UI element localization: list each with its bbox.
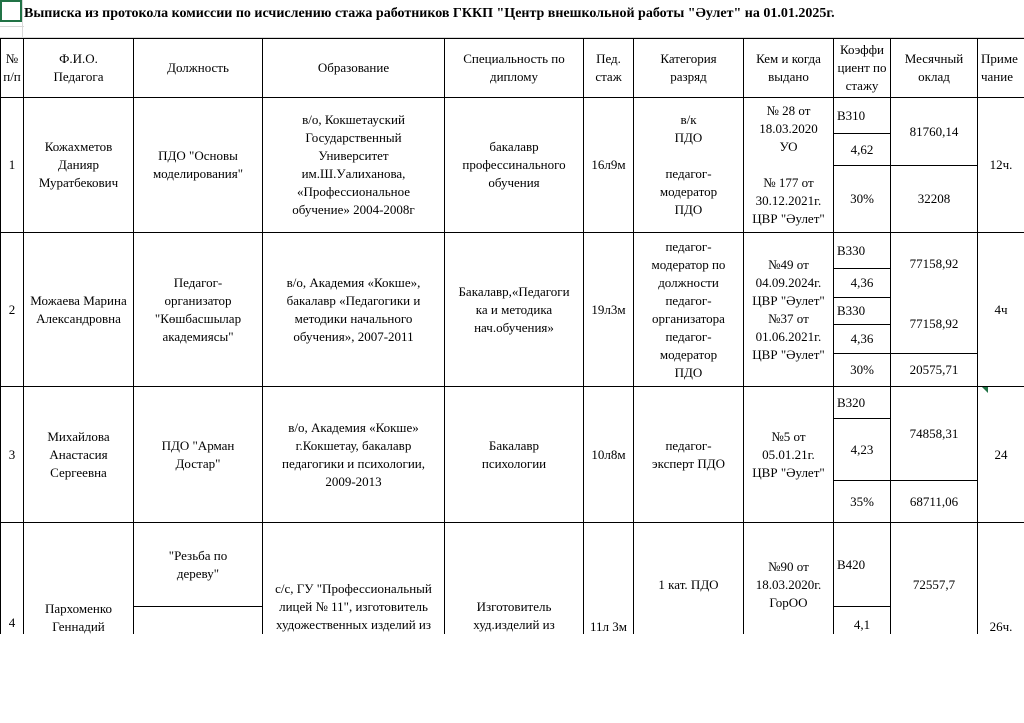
row3-issued[interactable]: №5 от 05.01.21г. ЦВР "Әулет" [752,428,825,480]
row1-position[interactable]: ПДО "Основы моделирования" [152,148,244,181]
row2-specialty[interactable]: Бакалавр,«Педагоги ка и методика нач.обучения» [458,283,570,335]
row4-position[interactable]: "Резьба по дереву" [168,547,228,581]
row1-salary-base[interactable]: 81760,14 [909,123,959,139]
row1-issued[interactable]: № 28 от 18.03.2020 УО № 177 от 30.12.2021г. ЦВР "Әулет" [752,103,825,226]
row3-coef-value[interactable]: 4,23 [850,441,874,457]
row2-position[interactable]: Педагог- организатор "Көшбасшылар академиясы" [154,274,242,344]
row3-position[interactable]: ПДО "Арман Достар" [161,437,235,471]
row4-issued[interactable]: №90 от 18.03.2020г. ГорОО [755,559,822,610]
row4-education[interactable]: с/с, ГУ "Профессиональный лицей № 11", изготовитель художественных изделий из [275,581,432,632]
row2-note[interactable]: 4ч [994,301,1008,317]
row2-education[interactable]: в/о, Академия «Кокше», бакалавр «Педагогики и методики начального обучения», 2007-2011 [286,274,421,344]
row2-salary-extra[interactable]: 20575,71 [909,362,959,377]
active-cell-cursor[interactable] [0,0,22,22]
row1-note[interactable]: 12ч. [989,157,1013,172]
header-education: Образование [317,60,390,75]
header-coef: Коэффи циент по стажу [837,42,887,93]
row2-salary-2[interactable]: 77158,92 [909,316,959,331]
row3-category[interactable]: педагог- эксперт ПДО [652,437,725,471]
header-category: Категория разряд [660,51,717,84]
row1-stazh[interactable]: 16л9м [591,157,626,172]
sheet-title: Выписка из протокола комиссии по исчислению стажа работников ГККП "Центр внешкольной работы "Әулет" на 01.01.2025г. [24,6,835,21]
row3-coef-grade[interactable]: B320 [837,394,866,410]
row4-category[interactable]: 1 кат. ПДО [658,577,719,592]
header-issued: Кем и когда выдано [756,51,821,84]
row2-salary-1[interactable]: 77158,92 [909,256,959,271]
row1-specialty[interactable]: бакалавр профессинального обучения [462,139,566,190]
row1-salary-extra[interactable]: 32208 [917,191,951,206]
row3-note[interactable]: 24 [994,446,1008,462]
row2-num[interactable]: 2 [8,301,16,317]
row2-stazh[interactable]: 19л3м [591,301,626,317]
row3-specialty[interactable]: Бакалавр психологии [481,437,547,471]
header-specialty: Специальность по диплому [463,51,565,84]
row4-salary-base[interactable]: 72557,7 [912,577,956,592]
row4-coef-value[interactable]: 4,1 [853,617,871,632]
row2-coef-value-2[interactable]: 4,36 [850,331,874,346]
header-note: Приме чание [981,51,1018,84]
row1-coef-grade[interactable]: B310 [837,107,866,123]
row3-salary-base[interactable]: 74858,31 [909,425,959,441]
row1-fio[interactable]: Кожахметов Данияр Муратбекович [38,139,119,190]
row4-specialty[interactable]: Изготовитель худ.изделий из [473,599,555,632]
row3-salary-extra[interactable]: 68711,06 [909,493,959,509]
row3-fio[interactable]: Михайлова Анастасия Сергеевна [47,428,110,480]
header-num: № п/п [3,51,21,84]
header-salary: Месячный оклад [904,51,964,84]
row2-coef-grade-1[interactable]: B330 [837,242,866,258]
row3-education[interactable]: в/о, Академия «Кокше» г.Кокшетау, бакалавр педагогики и психологии, 2009-2013 [282,419,425,489]
row1-education[interactable]: в/о, Кокшетауский Государственный Университет им.Ш.Уалиханова, «Профессиональное обучение» 2004-2008г [292,112,415,217]
row2-fio[interactable]: Можаева Марина Александровна [30,292,127,326]
header-stazh: Пед. стаж [595,51,622,84]
header-position: Должность [167,60,229,75]
row2-issued[interactable]: №49 от 04.09.2024г. ЦВР "Әулет" №37 от 01.06.2021г. ЦВР "Әулет" [752,256,825,362]
row2-coef-percent[interactable]: 30% [850,362,874,377]
row4-note[interactable]: 26ч. [989,619,1013,634]
row4-coef-grade[interactable]: B420 [837,556,866,572]
row2-category[interactable]: педагог- модератор по должности педагог- организатора педагог- модератор ПДО [651,238,726,380]
row4-num[interactable]: 4 [8,615,16,630]
row2-coef-value-1[interactable]: 4,36 [850,275,874,290]
row4-stazh[interactable]: 11л 3м [590,619,627,634]
row3-stazh[interactable]: 10л8м [591,446,626,462]
row3-num[interactable]: 3 [8,446,16,462]
row4-fio[interactable]: Пархоменко Геннадий [44,601,113,634]
row1-category[interactable]: в/к ПДО педагог- модератор ПДО [659,112,718,217]
row1-num[interactable]: 1 [8,157,16,172]
row3-coef-percent[interactable]: 35% [850,493,874,509]
header-fio: Ф.И.О. Педагога [53,51,104,84]
row1-coef-percent[interactable]: 30% [850,191,874,206]
row2-coef-grade-2[interactable]: B330 [837,303,866,318]
row1-coef-value[interactable]: 4,62 [850,141,874,157]
